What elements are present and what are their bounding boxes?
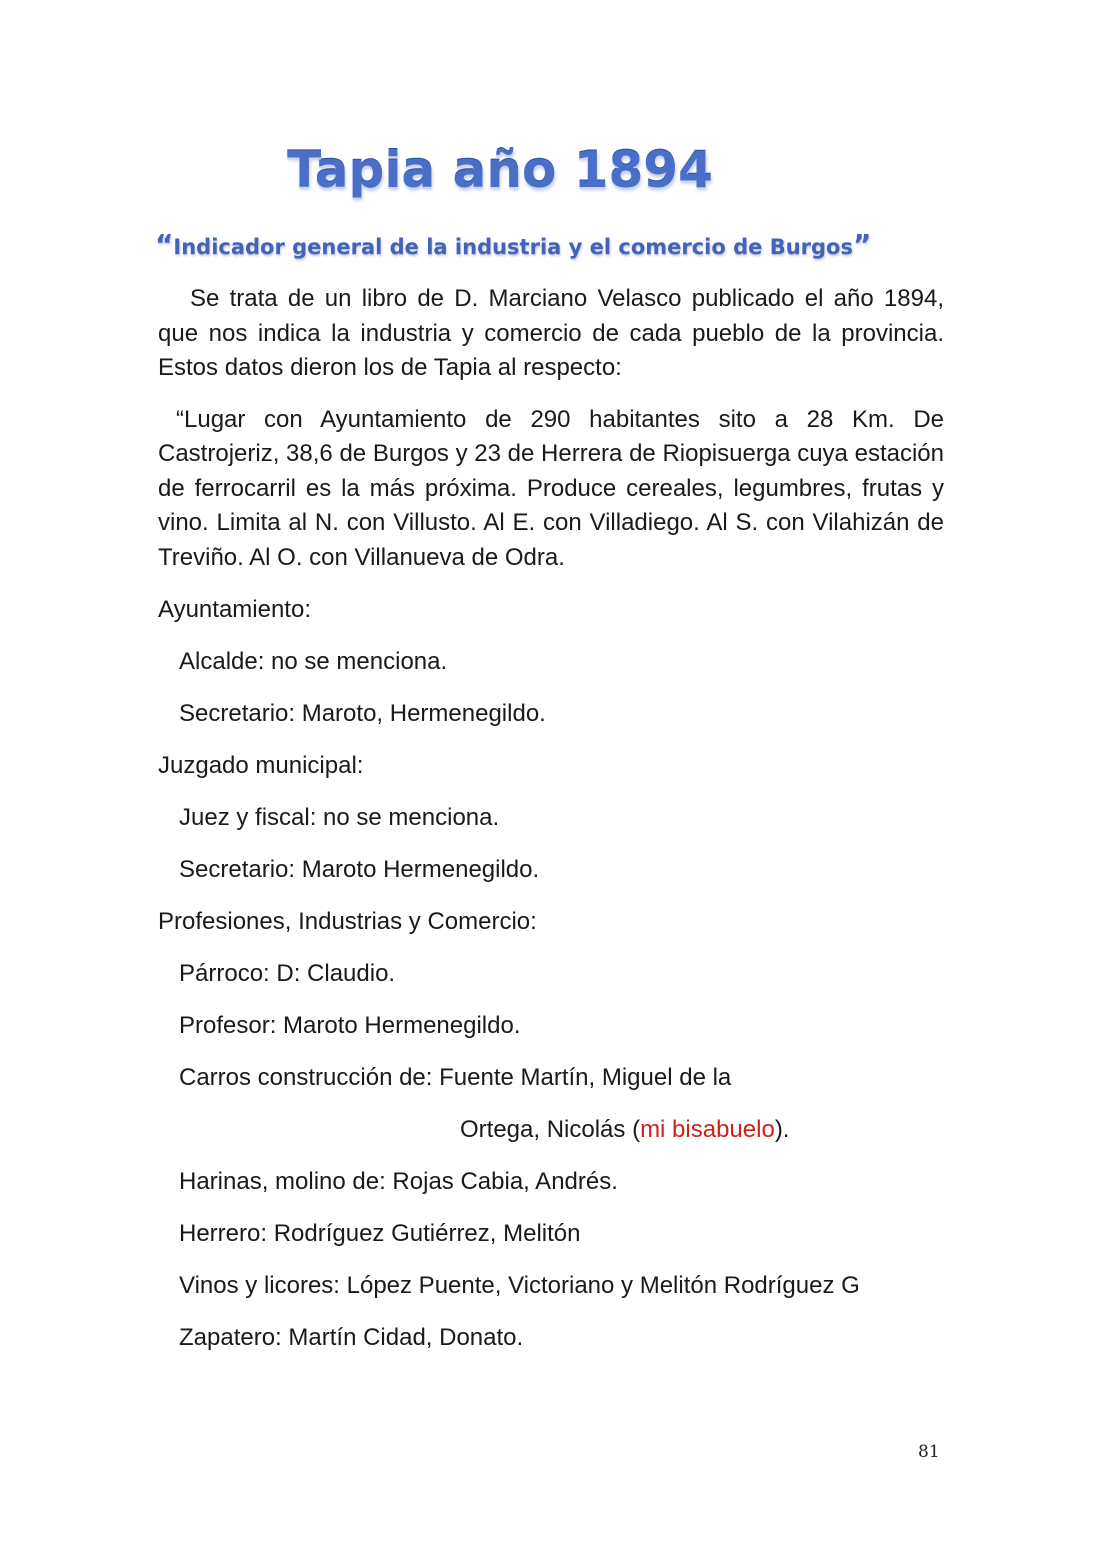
entry-herrero: Herrero: Rodríguez Gutiérrez, Melitón: [179, 1220, 581, 1247]
entry-parroco: Párroco: D: Claudio.: [179, 960, 396, 987]
document-body: [158, 282, 944, 1355]
entry-juez-fiscal: Juez y fiscal: no se menciona.: [179, 804, 500, 831]
page-number: 81: [918, 1442, 940, 1462]
entry-profesor: Profesor: Maroto Hermenegildo.: [179, 1012, 521, 1039]
carros-cont-text: Ortega, Nicolás (: [460, 1116, 641, 1143]
section-heading-profesiones: Profesiones, Industrias y Comercio:: [158, 908, 537, 935]
entry-alcalde: Alcalde: no se menciona.: [179, 648, 448, 675]
quote-paragraph: “Lugar con Ayuntamiento de 290 habitantes sito a 28 Km. De Castrojeriz, 38,6 de Burgos y 23 de Herrera de Riopisuerga cuya estación de ferrocarril es la más próxima. Produce cereales, legumbres, frutas y vino. Limita al N. con Villusto. Al E. con Villadiego. Al S. con Vilahizán de Treviño. Al O. con Villanueva de Odra.: [158, 405, 944, 571]
subtitle-close-quote: ”: [852, 228, 872, 261]
subtitle-text: Indicador general de la industria y el comercio de Burgos: [173, 235, 853, 259]
entry-secretario-juzgado: Secretario: Maroto Hermenegildo.: [179, 856, 540, 883]
entry-secretario-ayuntamiento: Secretario: Maroto, Hermenegildo.: [179, 700, 546, 727]
intro-paragraph: Se trata de un libro de D. Marciano Velasco publicado el año 1894, que nos indica la industria y comercio de cada pueblo de la provincia. Estos datos dieron los de Tapia al respecto:: [158, 285, 944, 381]
entry-carros-continuation: [158, 1113, 944, 1147]
carros-cont-close: ).: [774, 1116, 790, 1143]
subtitle-open-quote: “: [155, 228, 174, 261]
section-heading-ayuntamiento: Ayuntamiento:: [158, 596, 311, 623]
entry-vinos: Vinos y licores: López Puente, Victoriano y Melitón Rodríguez G: [179, 1272, 860, 1299]
entry-zapatero: Zapatero: Martín Cidad, Donato.: [179, 1324, 524, 1351]
carros-note-highlight: mi bisabuelo: [640, 1116, 775, 1143]
entry-harinas: Harinas, molino de: Rojas Cabia, Andrés.: [179, 1168, 618, 1195]
page-title: Tapia año 1894: [287, 141, 713, 199]
entry-carros: Carros construcción de: Fuente Martín, Miguel de la: [179, 1064, 732, 1091]
section-heading-juzgado: Juzgado municipal:: [158, 752, 364, 779]
page-subtitle: [155, 228, 915, 264]
